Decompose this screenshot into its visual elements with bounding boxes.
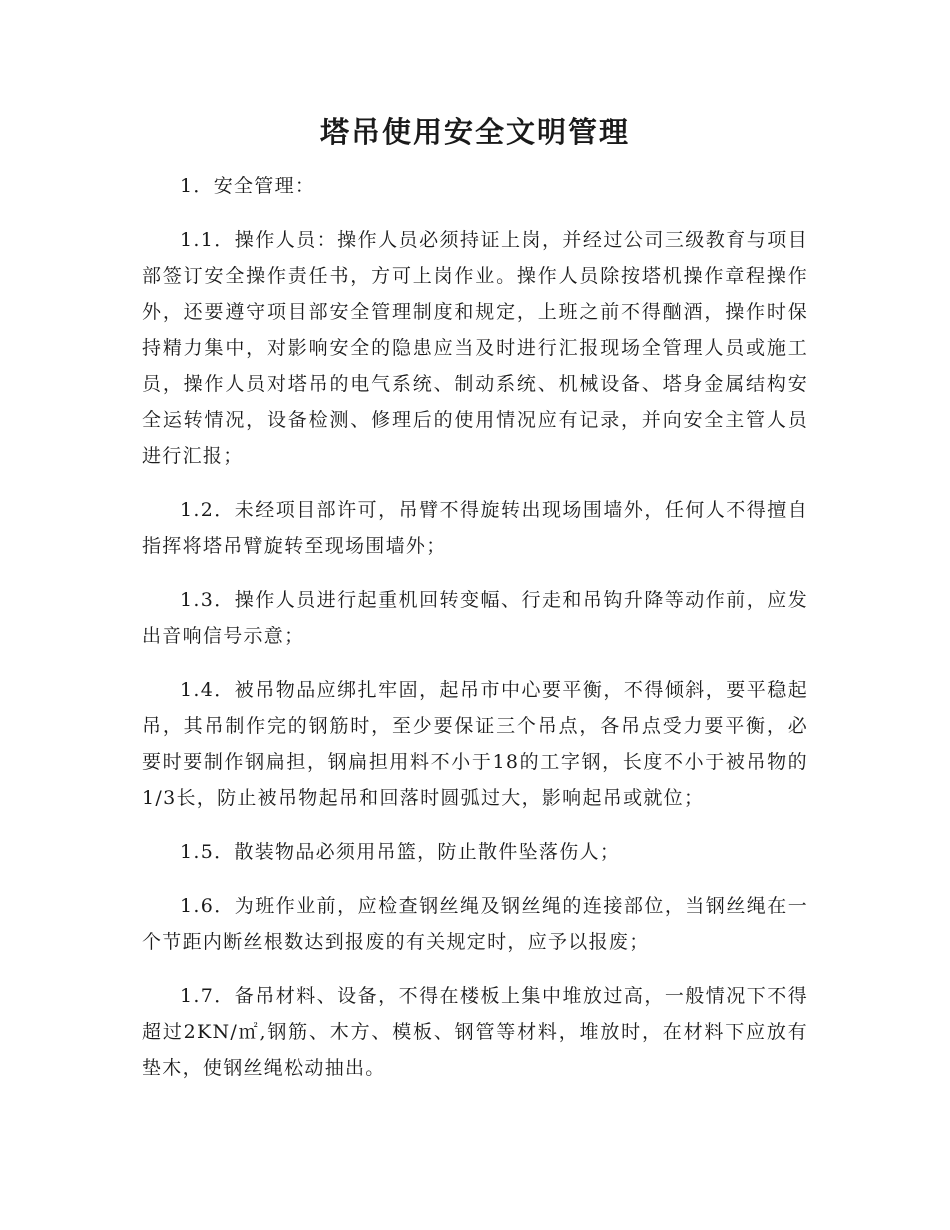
document-body (142, 168, 808, 1104)
paragraph-1-5-bulk-items: 1.5．散装物品必须用吊篮，防止散件坠落伤人； (180, 841, 621, 863)
section-heading-safety-management: 1．安全管理： (180, 175, 316, 197)
paragraph-1-2-boom-rotation: 1.2．未经项目部许可，吊臂不得旋转出现场围墙外，任何人不得擅自指挥将塔吊臂旋转至现场围墙外； (142, 499, 808, 557)
paragraph-1-4-lifting-items: 1.4．被吊物品应绑扎牢固，起吊市中心要平衡，不得倾斜，要平稳起吊，其吊制作完的钢筋时，至少要保证三个吊点，各吊点受力要平衡，必要时要制作钢扁担，钢扁担用料不小于18的工字钢，长度不小于被吊物的1/3长，防止被吊物起吊和回落时圆弧过大，影响起吊或就位； (142, 679, 808, 809)
paragraph-1-7-material-stacking: 1.7．备吊材料、设备，不得在楼板上集中堆放过高，一般情况下不得超过2KN/㎡,钢筋、木方、模板、钢管等材料，堆放时，在材料下应放有垫木，使钢丝绳松动抽出。 (142, 985, 808, 1079)
paragraph-1-3-signals: 1.3．操作人员进行起重机回转变幅、行走和吊钩升降等动作前，应发出音响信号示意； (142, 589, 808, 647)
paragraph-1-1-operators: 1.1．操作人员：操作人员必须持证上岗，并经过公司三级教育与项目部签订安全操作责任书，方可上岗作业。操作人员除按塔机操作章程操作外，还要遵守项目部安全管理制度和规定，上班之前不得酗酒，操作时保持精力集中，对影响安全的隐患应当及时进行汇报现场全管理人员或施工员，操作人员对塔吊的电气系统、制动系统、机械设备、塔身金属结构安全运转情况，设备检测、修理后的使用情况应有记录，并向安全主管人员进行汇报； (142, 229, 808, 467)
paragraph-1-6-wire-rope: 1.6．为班作业前，应检查钢丝绳及钢丝绳的连接部位，当钢丝绳在一个节距内断丝根数达到报废的有关规定时，应予以报废； (142, 895, 808, 953)
document-title: 塔吊使用安全文明管理 (319, 115, 630, 149)
